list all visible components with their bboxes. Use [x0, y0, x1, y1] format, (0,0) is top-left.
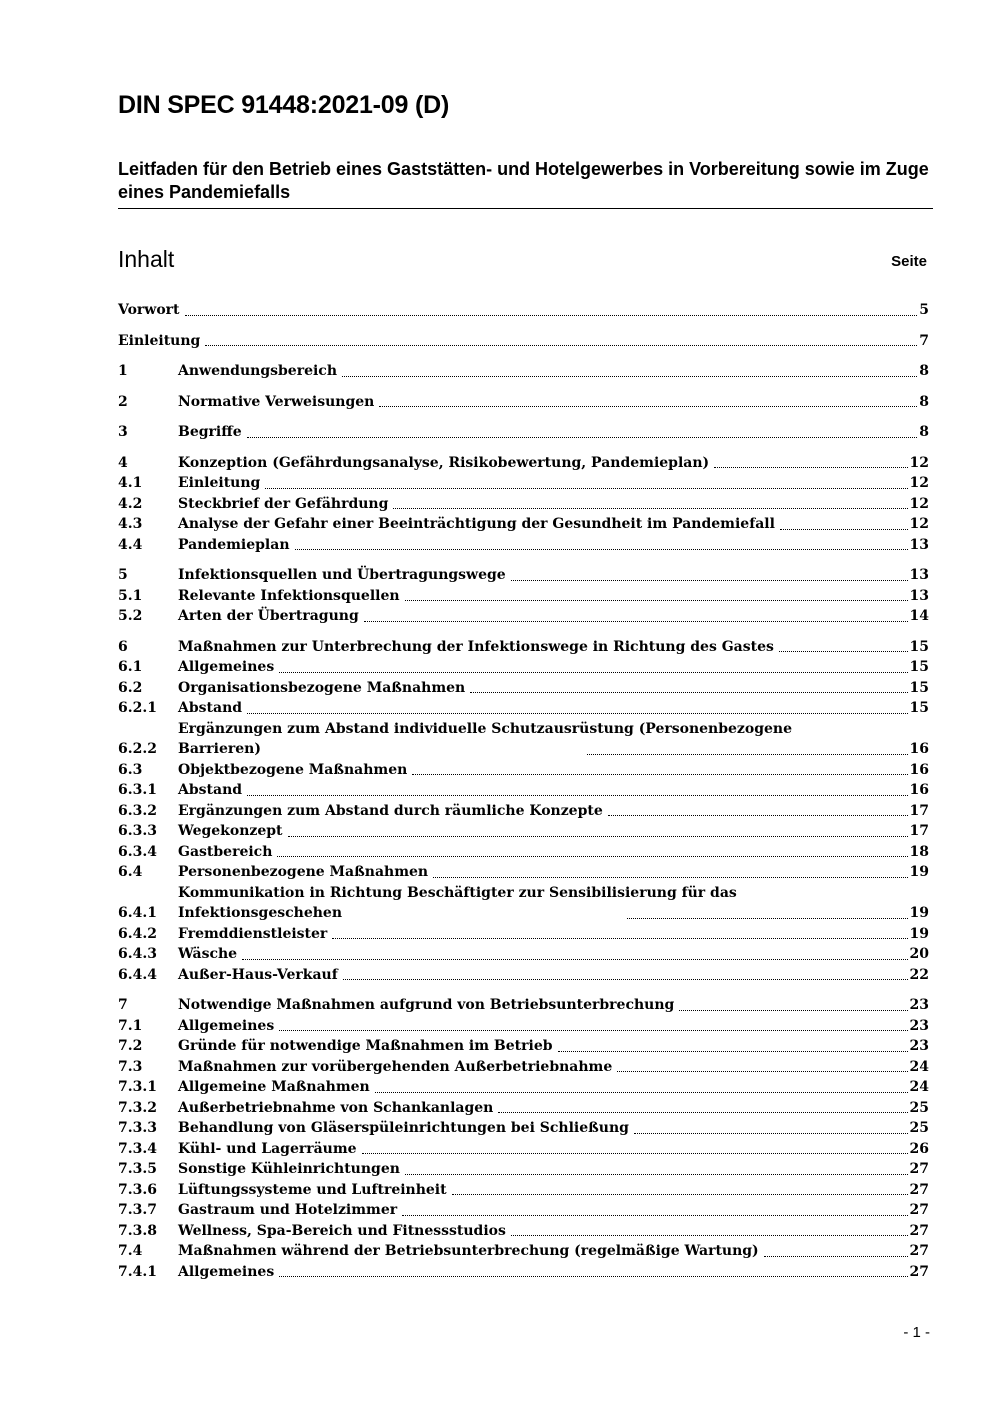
- toc-entry-page: 13: [909, 536, 929, 553]
- toc-entry-title: Maßnahmen zur Unterbrechung der Infektionswege in Richtung des Gastes: [178, 638, 774, 655]
- dot-leader: [558, 1051, 908, 1052]
- toc-entry-page: 15: [909, 700, 929, 716]
- toc-entry[interactable]: [118, 678, 929, 699]
- toc-entry[interactable]: [118, 842, 929, 863]
- toc-entry-page: 27: [909, 1161, 929, 1177]
- toc-entry-number: 7.3.8: [118, 1222, 157, 1239]
- toc-entry-page: 8: [919, 424, 929, 440]
- toc-entry-title: Maßnahmen zur vorübergehenden Außerbetriebnahme: [178, 1058, 613, 1075]
- toc-entry-page: 19: [909, 864, 929, 880]
- toc-entry[interactable]: [118, 1016, 929, 1037]
- toc-entry-number: 7.3: [118, 1058, 143, 1075]
- toc-entry-title: Begriffe: [178, 424, 242, 440]
- toc-entry-title: Arten der Übertragung: [178, 608, 359, 624]
- toc-entry-number: 7.3.7: [118, 1202, 157, 1218]
- toc-entry-page: 13: [909, 567, 929, 583]
- dot-leader: [247, 437, 918, 438]
- toc-entry[interactable]: [118, 1036, 929, 1057]
- toc-entry-number: 3: [118, 424, 128, 440]
- toc-entry-number: 2: [118, 393, 128, 410]
- dot-leader: [185, 315, 918, 316]
- toc-entry[interactable]: [118, 637, 929, 658]
- dot-leader: [470, 692, 907, 693]
- dot-leader: [205, 345, 917, 346]
- toc-entry-number: 6.4.4: [118, 966, 157, 983]
- toc-entry-title: Ergänzungen zum Abstand durch räumliche Konzepte: [178, 802, 603, 819]
- toc-entry[interactable]: [118, 883, 929, 924]
- toc-entry[interactable]: [118, 453, 929, 474]
- dot-leader: [247, 795, 907, 796]
- toc-entry-page: 16: [909, 782, 929, 798]
- toc-entry-number: 6.2: [118, 679, 143, 696]
- toc-entry-page: 12: [909, 475, 929, 491]
- dot-leader: [608, 815, 908, 816]
- toc-entry[interactable]: [118, 1139, 929, 1160]
- toc-entry-number: 6.4: [118, 864, 143, 880]
- toc-entry[interactable]: [118, 331, 929, 352]
- toc-entry-page: 13: [909, 587, 929, 604]
- toc-entry-title: Abstand: [178, 782, 243, 798]
- toc-entry-page: 14: [909, 608, 929, 624]
- dot-leader: [412, 774, 907, 775]
- toc-entry-number: 4.2: [118, 495, 143, 512]
- toc-entry-title: Abstand: [178, 700, 243, 716]
- toc-entry[interactable]: [118, 1118, 929, 1139]
- toc-entry-page: 12: [909, 454, 929, 471]
- dot-leader: [405, 1174, 908, 1175]
- toc-entry-number: 6.3.4: [118, 843, 157, 860]
- dot-leader: [265, 488, 907, 489]
- toc-entry-number: 7.2: [118, 1038, 143, 1054]
- toc-entry[interactable]: [118, 494, 929, 515]
- toc-entry-title: Allgemeines: [178, 659, 275, 675]
- toc-entry-title: Steckbrief der Gefährdung: [178, 495, 389, 512]
- toc-entry-number: 4.4: [118, 536, 143, 553]
- toc-entry-number: 7.3.2: [118, 1099, 157, 1116]
- toc-entry[interactable]: [118, 422, 929, 443]
- toc-entry-number: 6.3.1: [118, 782, 157, 798]
- toc-entry[interactable]: [118, 1098, 929, 1119]
- toc-entry-page: 19: [909, 905, 930, 921]
- toc-entry-number: 7.4: [118, 1243, 143, 1259]
- toc-entry[interactable]: [118, 514, 929, 535]
- toc-entry[interactable]: [118, 821, 929, 842]
- toc-entry-number: 5.2: [118, 608, 143, 624]
- dot-leader: [279, 1276, 907, 1277]
- toc-entry-page: 12: [909, 516, 929, 532]
- toc-entry[interactable]: [118, 862, 929, 883]
- toc-entry-number: 7.3.1: [118, 1079, 157, 1095]
- toc-entry-title: Außerbetriebnahme von Schankanlagen: [178, 1099, 494, 1116]
- dot-leader: [679, 1010, 907, 1011]
- toc-heading: Inhalt: [118, 246, 175, 272]
- dot-leader: [279, 1030, 907, 1031]
- toc-entry[interactable]: [118, 657, 929, 678]
- toc-entry-page: 27: [909, 1202, 929, 1218]
- toc-entry-title: Wellness, Spa-Bereich und Fitnessstudios: [178, 1222, 506, 1239]
- dot-leader: [362, 1153, 908, 1154]
- toc-entry-page: 27: [909, 1263, 929, 1280]
- toc-entry[interactable]: [118, 1221, 929, 1242]
- toc-entry-page: 17: [909, 802, 929, 819]
- toc-entry[interactable]: [118, 719, 929, 760]
- toc-entry-title: Maßnahmen während der Betriebsunterbrechung (regelmäßige Wartung): [178, 1243, 759, 1259]
- toc-entry-title: Organisationsbezogene Maßnahmen: [178, 679, 466, 696]
- toc-entry-number: 7.3.4: [118, 1140, 157, 1157]
- toc-entry-title: Allgemeines: [178, 1017, 275, 1034]
- toc-entry-page: 22: [909, 966, 929, 983]
- toc-entry[interactable]: [118, 698, 929, 719]
- toc-entry[interactable]: [118, 300, 929, 321]
- toc-entry-title-continued: Barrieren): [178, 741, 261, 757]
- dot-leader: [242, 959, 907, 960]
- dot-leader: [375, 1092, 908, 1093]
- toc-entry[interactable]: [118, 924, 929, 945]
- toc-entry-number: 6.3.3: [118, 823, 157, 839]
- toc-entry-title: Außer-Haus-Verkauf: [178, 966, 338, 983]
- toc-entry-title: Personenbezogene Maßnahmen: [178, 864, 429, 880]
- dot-leader: [364, 621, 908, 622]
- toc-entry-number: 4.1: [118, 475, 143, 491]
- dot-leader: [393, 508, 907, 509]
- dot-leader: [288, 836, 908, 837]
- toc-entry[interactable]: [118, 780, 929, 801]
- toc-entry-title: Allgemeines: [178, 1263, 275, 1280]
- toc-entry-title: Allgemeine Maßnahmen: [178, 1079, 370, 1095]
- toc-entry-page: 18: [909, 843, 929, 860]
- toc-entry-title: Einleitung: [178, 475, 261, 491]
- dot-leader: [617, 1071, 907, 1072]
- dot-leader: [498, 1112, 907, 1113]
- toc-entry-number: 6.4.1: [118, 905, 157, 921]
- toc-entry[interactable]: [118, 1077, 929, 1098]
- toc-entry-number: 6.3: [118, 761, 143, 778]
- toc-entry-page: 20: [909, 946, 929, 962]
- toc-entry-page: 17: [909, 823, 929, 839]
- toc-entry-page: 24: [909, 1079, 929, 1095]
- toc-entry-number: 6.4.3: [118, 946, 157, 962]
- toc-entry-number: 5: [118, 567, 128, 583]
- toc-entry-title: Objektbezogene Maßnahmen: [178, 761, 408, 778]
- toc-entry-title: Lüftungssysteme und Luftreinheit: [178, 1181, 447, 1198]
- toc-entry-number: 7.1: [118, 1017, 143, 1034]
- toc-entry[interactable]: [118, 1200, 929, 1221]
- toc-entry-page: 12: [909, 495, 929, 512]
- toc-entry-page: 27: [909, 1181, 929, 1198]
- toc-entry-title: Kommunikation in Richtung Beschäftigter zur Sensibilisierung für das: [178, 884, 737, 901]
- dot-leader: [452, 1194, 908, 1195]
- toc-entry-title-continued: Infektionsgeschehen: [178, 905, 342, 921]
- toc-entry-page: 19: [909, 925, 929, 942]
- toc-entry-number: 6.2.1: [118, 700, 157, 716]
- toc-entry[interactable]: [118, 801, 929, 822]
- toc-entry[interactable]: [118, 965, 929, 986]
- toc-entry-page: 27: [909, 1243, 929, 1259]
- toc-entry-page: 24: [909, 1058, 929, 1075]
- toc-entry-title: Kühl- und Lagerräume: [178, 1140, 357, 1157]
- toc-entry-number: 6.3.2: [118, 802, 157, 819]
- toc-entry-page: 15: [909, 659, 929, 675]
- toc-entry-title: Sonstige Kühleinrichtungen: [178, 1161, 400, 1177]
- toc-entry-page: 15: [909, 679, 929, 696]
- toc-entry[interactable]: [118, 361, 929, 382]
- toc-entry[interactable]: [118, 995, 929, 1016]
- document-subtitle: Leitfaden für den Betrieb eines Gaststätten- und Hotelgewerbes in Vorbereitung sowie im Zuge eines Pandemiefalls: [118, 158, 933, 209]
- dot-leader: [379, 406, 917, 407]
- toc-entry[interactable]: [118, 606, 929, 627]
- toc-entry-title: Gründe für notwendige Maßnahmen im Betrieb: [178, 1038, 553, 1054]
- dot-leader: [511, 1235, 908, 1236]
- toc-entry-number: 7.3.5: [118, 1161, 157, 1177]
- dot-leader: [627, 918, 907, 919]
- dot-leader: [714, 467, 907, 468]
- toc-entry-page: 26: [909, 1140, 929, 1157]
- toc-entry-title: Normative Verweisungen: [178, 393, 375, 410]
- toc-entry-title: Vorwort: [118, 302, 180, 318]
- dot-leader: [342, 376, 917, 377]
- toc-entry[interactable]: [118, 535, 929, 556]
- toc-entry-number: 7.3.3: [118, 1120, 157, 1136]
- toc-entry[interactable]: [118, 473, 929, 494]
- toc-entry-page: 23: [909, 1017, 929, 1034]
- dot-leader: [634, 1133, 908, 1134]
- toc-entry-title: Relevante Infektionsquellen: [178, 587, 400, 604]
- toc-entry-title: Pandemieplan: [178, 536, 290, 553]
- page-column-label: Seite: [891, 253, 927, 270]
- toc-entry-page: 16: [909, 761, 929, 778]
- toc-entry[interactable]: [118, 1262, 929, 1283]
- toc-entry-number: 7.3.6: [118, 1181, 157, 1198]
- toc-entry-title: Anwendungsbereich: [178, 363, 337, 379]
- table-of-contents: [118, 300, 929, 1282]
- dot-leader: [277, 856, 907, 857]
- toc-entry-title: Gastraum und Hotelzimmer: [178, 1202, 398, 1218]
- dot-leader: [332, 938, 907, 939]
- dot-leader: [433, 877, 907, 878]
- toc-entry[interactable]: [118, 944, 929, 965]
- dot-leader: [247, 713, 907, 714]
- toc-entry-number: 5.1: [118, 587, 143, 604]
- dot-leader: [279, 672, 907, 673]
- toc-entry-number: 1: [118, 363, 128, 379]
- toc-entry[interactable]: [118, 760, 929, 781]
- toc-entry-title: Analyse der Gefahr einer Beeinträchtigung der Gesundheit im Pandemiefall: [178, 516, 775, 532]
- toc-entry-number: 4: [118, 454, 128, 471]
- toc-entry-page: 5: [919, 302, 929, 318]
- toc-entry-page: 25: [909, 1120, 929, 1136]
- toc-entry-number: 6.1: [118, 659, 143, 675]
- toc-entry-page: 7: [919, 332, 929, 349]
- toc-entry-number: 7.4.1: [118, 1263, 157, 1280]
- toc-entry[interactable]: [118, 586, 929, 607]
- toc-entry-page: 8: [919, 393, 929, 410]
- toc-entry-title: Behandlung von Gläserspüleinrichtungen bei Schließung: [178, 1120, 629, 1136]
- toc-entry[interactable]: [118, 1241, 929, 1262]
- toc-entry-page: 25: [909, 1099, 929, 1116]
- toc-entry-page: 23: [909, 997, 929, 1013]
- toc-entry-title: Fremddienstleister: [178, 925, 328, 942]
- toc-entry-page: 15: [909, 638, 929, 655]
- toc-entry[interactable]: [118, 565, 929, 586]
- toc-entry-page: 16: [909, 741, 930, 757]
- dot-leader: [780, 529, 908, 530]
- toc-entry-number: 6: [118, 638, 128, 655]
- dot-leader: [779, 651, 908, 652]
- toc-entry-number: 4.3: [118, 516, 143, 532]
- toc-entry-title: Ergänzungen zum Abstand individuelle Schutzausrüstung (Personenbezogene: [178, 720, 792, 737]
- dot-leader: [587, 754, 908, 755]
- dot-leader: [405, 600, 908, 601]
- toc-entry-page: 8: [919, 363, 929, 379]
- page-number: - 1 -: [903, 1324, 930, 1341]
- toc-entry-title: Wäsche: [178, 946, 238, 962]
- dot-leader: [511, 580, 908, 581]
- toc-entry[interactable]: [118, 1057, 929, 1078]
- toc-entry-title: Gastbereich: [178, 843, 273, 860]
- toc-entry-title: Notwendige Maßnahmen aufgrund von Betriebsunterbrechung: [178, 997, 675, 1013]
- toc-header: [118, 246, 927, 276]
- toc-entry-number: 6.2.2: [118, 741, 157, 757]
- toc-entry-title: Einleitung: [118, 332, 201, 349]
- dot-leader: [402, 1215, 907, 1216]
- toc-entry-number: 7: [118, 997, 128, 1013]
- toc-entry-number: 6.4.2: [118, 925, 157, 942]
- toc-entry-title: Infektionsquellen und Übertragungswege: [178, 567, 506, 583]
- toc-entry[interactable]: [118, 1180, 929, 1201]
- dot-leader: [764, 1256, 908, 1257]
- toc-entry[interactable]: [118, 392, 929, 413]
- toc-entry[interactable]: [118, 1159, 929, 1180]
- dot-leader: [343, 979, 908, 980]
- toc-entry-page: 23: [909, 1038, 929, 1054]
- dot-leader: [295, 549, 908, 550]
- toc-entry-title: Konzeption (Gefährdungsanalyse, Risikobewertung, Pandemieplan): [178, 454, 710, 471]
- toc-entry-page: 27: [909, 1222, 929, 1239]
- toc-entry-title: Wegekonzept: [178, 823, 283, 839]
- document-title: DIN SPEC 91448:2021-09 (D): [118, 91, 450, 119]
